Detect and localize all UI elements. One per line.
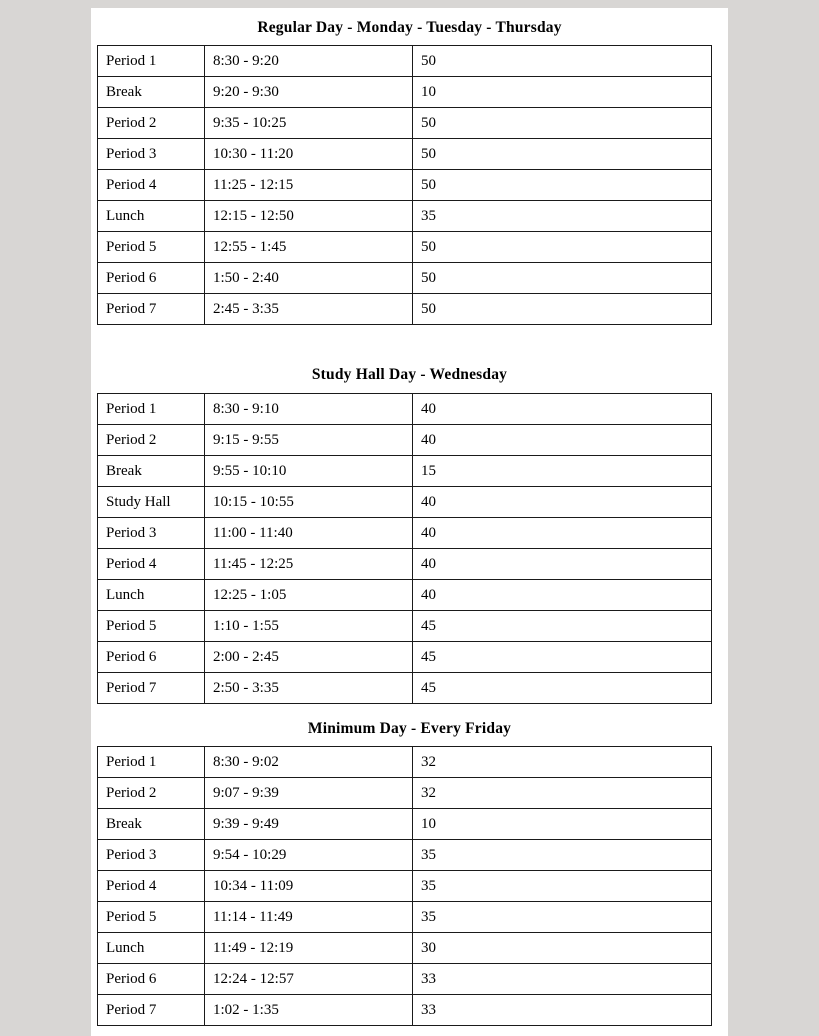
time-range-cell: 1:10 - 1:55 [205,611,413,642]
table-row [98,139,712,170]
time-range-cell: 1:50 - 2:40 [205,263,413,294]
period-label-cell: Period 4 [98,170,205,201]
period-label-cell: Period 7 [98,294,205,325]
period-label-cell: Study Hall [98,487,205,518]
table-row [98,232,712,263]
table-row [98,425,712,456]
period-label-cell: Lunch [98,933,205,964]
schedule-section-study-hall-day [97,325,722,704]
period-label-cell: Period 4 [98,871,205,902]
time-range-cell: 11:00 - 11:40 [205,518,413,549]
period-label-cell: Period 3 [98,139,205,170]
minutes-cell: 32 [413,778,712,809]
period-label-cell: Period 2 [98,425,205,456]
period-label-cell: Period 1 [98,46,205,77]
minutes-cell: 30 [413,933,712,964]
table-row [98,456,712,487]
minutes-cell: 45 [413,642,712,673]
table-row [98,673,712,704]
minutes-cell: 45 [413,611,712,642]
table-row [98,778,712,809]
minutes-cell: 50 [413,294,712,325]
table-row [98,108,712,139]
time-range-cell: 11:25 - 12:15 [205,170,413,201]
period-label-cell: Period 6 [98,964,205,995]
minutes-cell: 32 [413,747,712,778]
time-range-cell: 11:49 - 12:19 [205,933,413,964]
minutes-cell: 33 [413,995,712,1026]
period-label-cell: Break [98,456,205,487]
time-range-cell: 9:55 - 10:10 [205,456,413,487]
period-label-cell: Period 4 [98,549,205,580]
table-row [98,995,712,1026]
minutes-cell: 10 [413,809,712,840]
bell-schedule-document [91,8,728,1036]
time-range-cell: 12:55 - 1:45 [205,232,413,263]
minutes-cell: 40 [413,580,712,611]
table-row [98,77,712,108]
table-row [98,46,712,77]
time-range-cell: 1:02 - 1:35 [205,995,413,1026]
time-range-cell: 9:07 - 9:39 [205,778,413,809]
regular-day-title: Regular Day - Monday - Tuesday - Thursday [257,19,562,36]
table-row [98,201,712,232]
study-hall-day-title: Study Hall Day - Wednesday [311,366,508,383]
table-row [98,642,712,673]
period-label-cell: Break [98,809,205,840]
time-range-cell: 9:35 - 10:25 [205,108,413,139]
minimum-day-table [97,746,712,1026]
period-label-cell: Period 7 [98,995,205,1026]
minutes-cell: 50 [413,139,712,170]
period-label-cell: Period 3 [98,518,205,549]
time-range-cell: 8:30 - 9:02 [205,747,413,778]
table-row [98,170,712,201]
minutes-cell: 10 [413,77,712,108]
table-row [98,394,712,425]
period-label-cell: Period 5 [98,611,205,642]
period-label-cell: Lunch [98,580,205,611]
period-label-cell: Period 3 [98,840,205,871]
time-range-cell: 2:45 - 3:35 [205,294,413,325]
minutes-cell: 40 [413,487,712,518]
table-row [98,487,712,518]
minutes-cell: 40 [413,425,712,456]
minutes-cell: 50 [413,263,712,294]
time-range-cell: 9:20 - 9:30 [205,77,413,108]
minutes-cell: 35 [413,871,712,902]
table-row [98,518,712,549]
time-range-cell: 10:30 - 11:20 [205,139,413,170]
period-label-cell: Period 6 [98,263,205,294]
table-row [98,611,712,642]
period-label-cell: Break [98,77,205,108]
period-label-cell: Period 5 [98,232,205,263]
table-row [98,294,712,325]
minutes-cell: 35 [413,902,712,933]
table-row [98,809,712,840]
minutes-cell: 40 [413,394,712,425]
table-row [98,263,712,294]
minutes-cell: 15 [413,456,712,487]
table-row [98,933,712,964]
time-range-cell: 12:25 - 1:05 [205,580,413,611]
minutes-cell: 50 [413,232,712,263]
minutes-cell: 50 [413,108,712,139]
minutes-cell: 50 [413,170,712,201]
time-range-cell: 12:24 - 12:57 [205,964,413,995]
table-row [98,580,712,611]
table-row [98,871,712,902]
period-label-cell: Period 2 [98,778,205,809]
table-row [98,549,712,580]
time-range-cell: 2:50 - 3:35 [205,673,413,704]
time-range-cell: 11:14 - 11:49 [205,902,413,933]
table-row [98,902,712,933]
time-range-cell: 12:15 - 12:50 [205,201,413,232]
period-label-cell: Period 7 [98,673,205,704]
period-label-cell: Period 5 [98,902,205,933]
period-label-cell: Period 6 [98,642,205,673]
time-range-cell: 8:30 - 9:10 [205,394,413,425]
time-range-cell: 8:30 - 9:20 [205,46,413,77]
time-range-cell: 11:45 - 12:25 [205,549,413,580]
period-label-cell: Period 1 [98,394,205,425]
minutes-cell: 50 [413,46,712,77]
period-label-cell: Lunch [98,201,205,232]
regular-day-table [97,45,712,325]
table-row [98,747,712,778]
minutes-cell: 40 [413,549,712,580]
time-range-cell: 9:54 - 10:29 [205,840,413,871]
minutes-cell: 40 [413,518,712,549]
time-range-cell: 9:39 - 9:49 [205,809,413,840]
minimum-day-title: Minimum Day - Every Friday [307,720,512,737]
minutes-cell: 45 [413,673,712,704]
time-range-cell: 9:15 - 9:55 [205,425,413,456]
period-label-cell: Period 2 [98,108,205,139]
schedule-section-regular-day [97,8,722,325]
study-hall-day-table [97,393,712,704]
time-range-cell: 10:34 - 11:09 [205,871,413,902]
table-row [98,964,712,995]
table-row [98,840,712,871]
time-range-cell: 2:00 - 2:45 [205,642,413,673]
time-range-cell: 10:15 - 10:55 [205,487,413,518]
minutes-cell: 35 [413,201,712,232]
minutes-cell: 35 [413,840,712,871]
minutes-cell: 33 [413,964,712,995]
period-label-cell: Period 1 [98,747,205,778]
schedule-section-minimum-day [97,704,722,1026]
